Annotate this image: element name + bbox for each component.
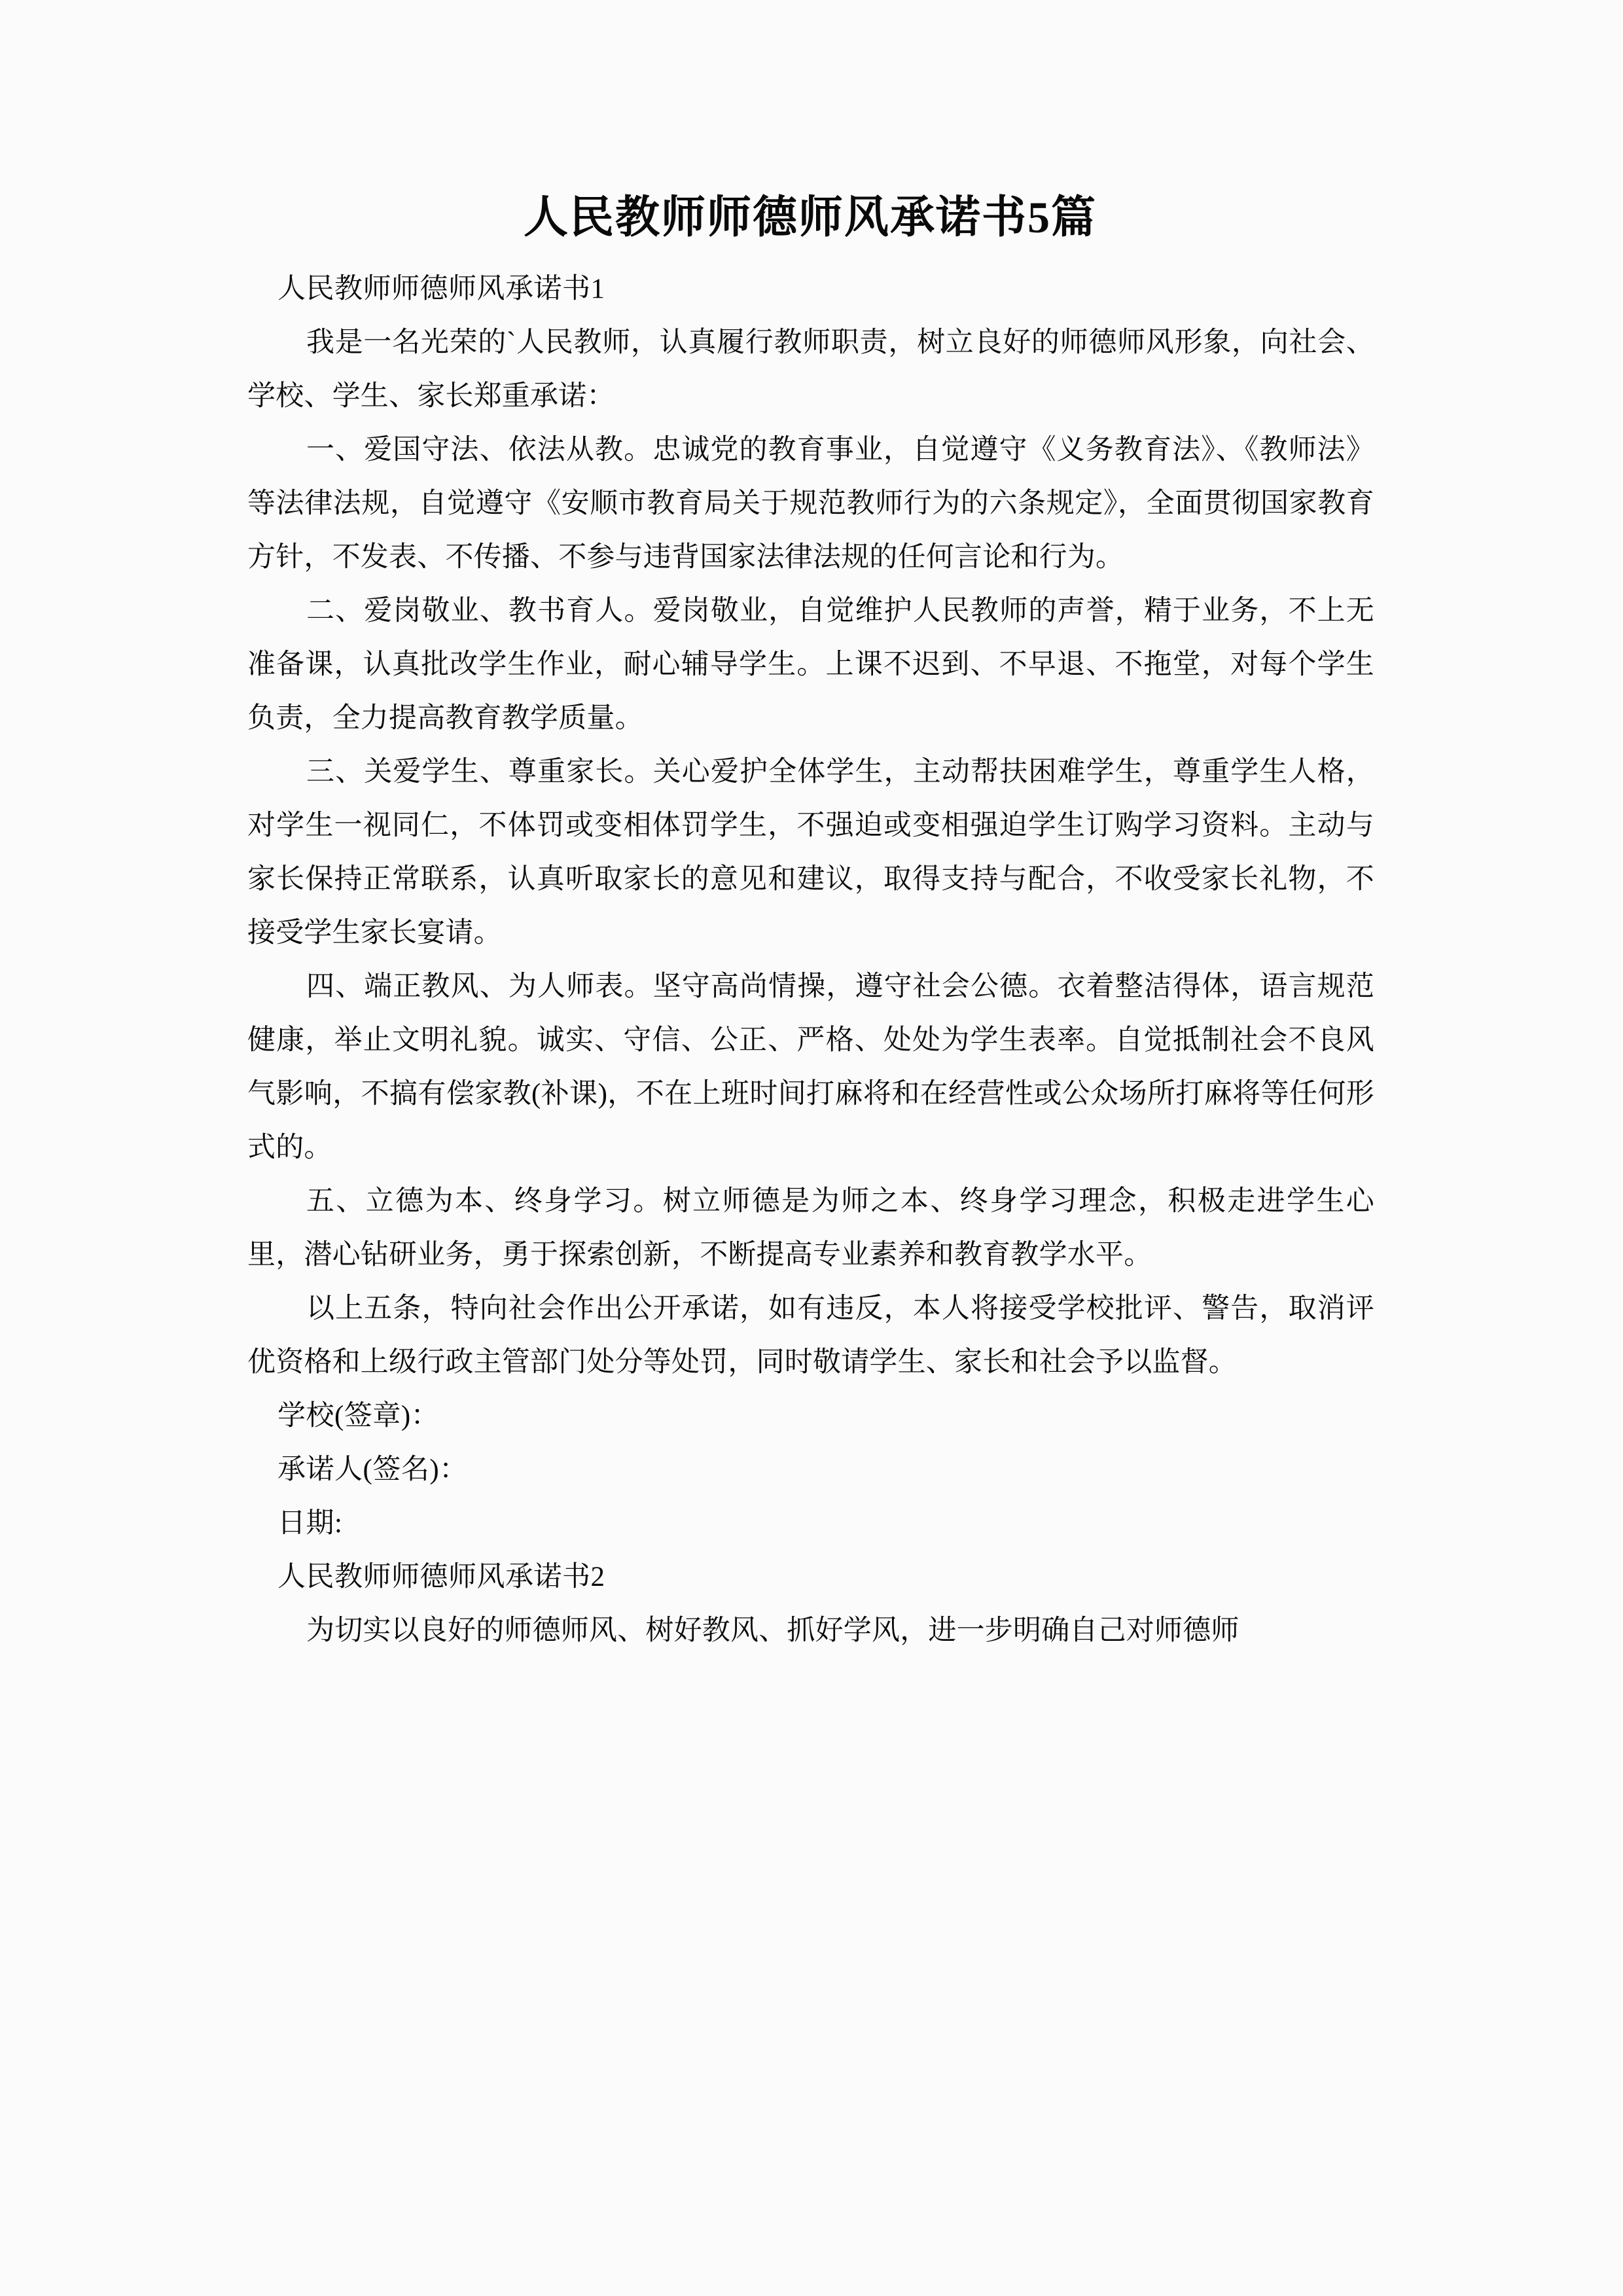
section-heading-2: 人民教师师德师风承诺书2 xyxy=(277,1562,605,1592)
section-heading-1: 人民教师师德师风承诺书1 xyxy=(277,274,605,304)
signature-school: 学校(签章)： xyxy=(277,1401,440,1431)
paragraph-intro: 我是一名光荣的`人民教师，认真履行教师职责，树立良好的师德师风形象，向社会、学校、学生、家长郑重承诺： xyxy=(247,327,1374,412)
paragraph-section2-intro: 为切实以良好的师德师风、树好教风、抓好学风，进一步明确自己对师德师 xyxy=(306,1615,1240,1646)
page-title: 人民教师师德师风承诺书5篇 xyxy=(523,192,1097,242)
paragraph-item-1: 一、爱国守法、依法从教。忠诚党的教育事业，自觉遵守《义务教育法》、《教师法》等法律法规，自觉遵守《安顺市教育局关于规范教师行为的六条规定》，全面贯彻国家教育方针，不发表、不传播、不参与违背国家法律法规的任何言论和行为。 xyxy=(247,435,1374,573)
signature-date: 日期: xyxy=(277,1508,343,1539)
paragraph-item-5: 五、立德为本、终身学习。树立师德是为师之本、终身学习理念，积极走进学生心里，潜心钻研业务，勇于探索创新，不断提高专业素养和教育教学水平。 xyxy=(247,1186,1374,1270)
paragraph-item-3: 三、关爱学生、尊重家长。关心爱护全体学生，主动帮扶困难学生，尊重学生人格，对学生一视同仁，不体罚或变相体罚学生，不强迫或变相强迫学生订购学习资料。主动与家长保持正常联系，认真听取家长的意见和建议，取得支持与配合，不收受家长礼物，不接受学生家长宴请。 xyxy=(247,757,1374,948)
paragraph-item-2: 二、爱岗敬业、教书育人。爱岗敬业，自觉维护人民教师的声誉，精于业务，不上无准备课，认真批改学生作业，耐心辅导学生。上课不迟到、不早退、不拖堂，对每个学生负责，全力提高教育教学质量。 xyxy=(247,596,1374,734)
paragraph-conclusion: 以上五条，特向社会作出公开承诺，如有违反，本人将接受学校批评、警告，取消评优资格和上级行政主管部门处分等处罚，同时敬请学生、家长和社会予以监督。 xyxy=(247,1293,1374,1378)
paragraph-item-4: 四、端正教风、为人师表。坚守高尚情操，遵守社会公德。衣着整洁得体，语言规范健康，举止文明礼貌。诚实、守信、公正、严格、处处为学生表率。自觉抵制社会不良风气影响，不搞有偿家教(补课)，不在上班时间打麻将和在经营性或公众场所打麻将等任何形式的。 xyxy=(247,971,1374,1163)
signature-promisor: 承诺人(签名)： xyxy=(277,1454,468,1485)
